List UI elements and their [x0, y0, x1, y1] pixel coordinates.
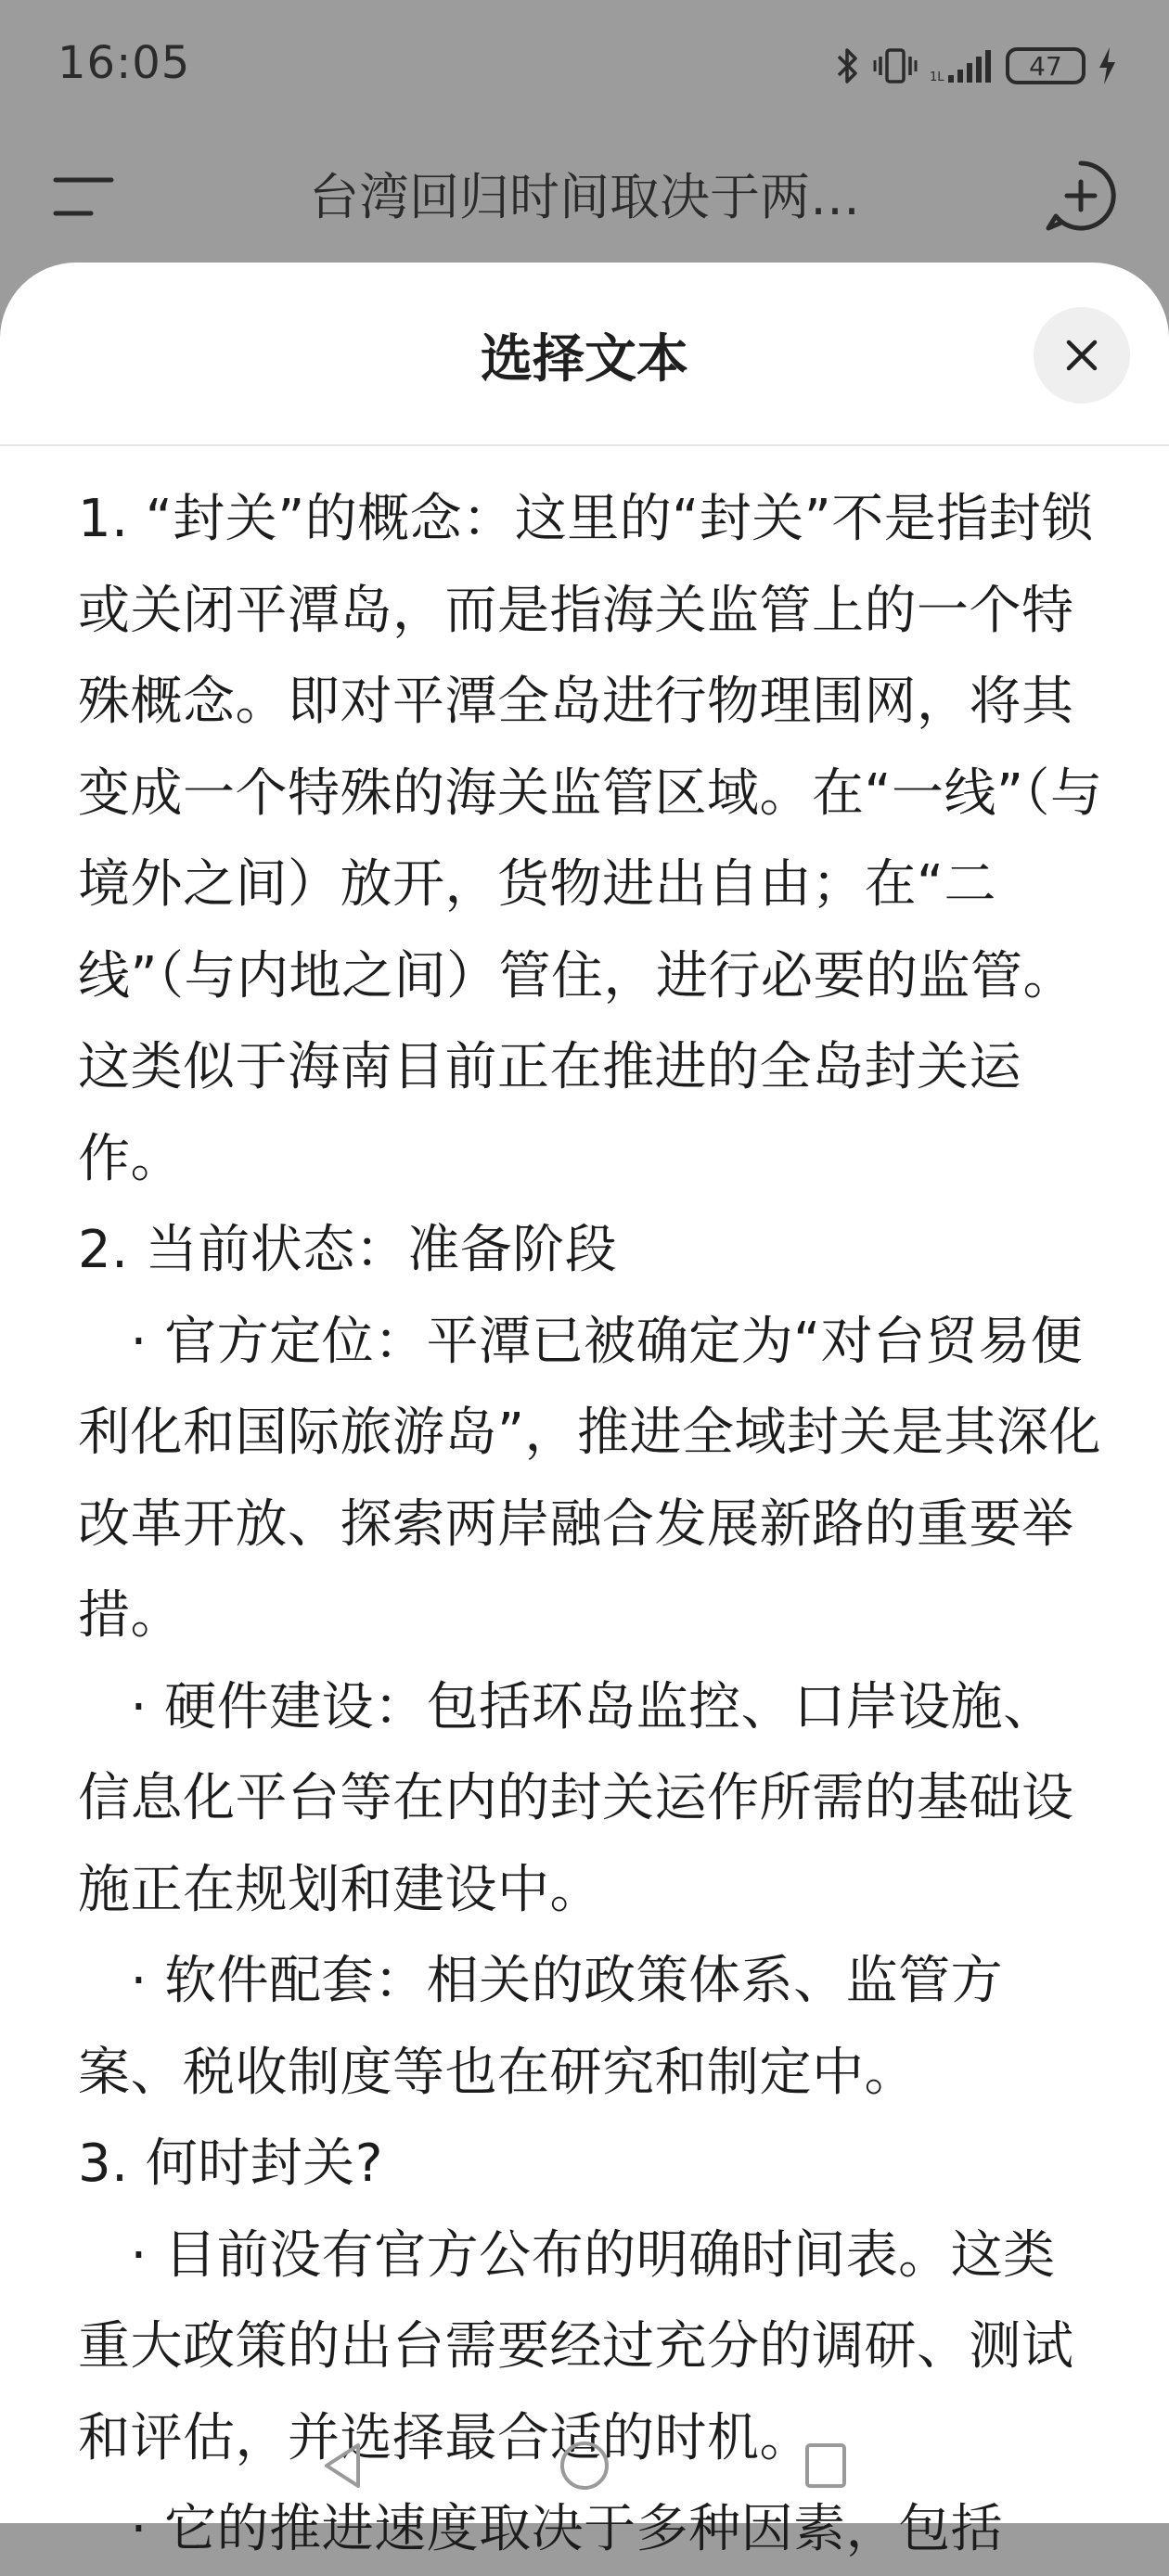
home-icon [557, 2438, 612, 2493]
back-icon [315, 2438, 371, 2493]
status-time: 16:05 [58, 37, 191, 89]
text-paragraph[interactable]: · 硬件建设：包括环岛监控、口岸设施、信息化平台等在内的封关运作所需的基础设施正在规划和建设中。 [78, 1676, 1074, 1920]
sheet-title: 选择文本 [481, 329, 688, 390]
text-paragraph[interactable]: · 它的推进速度取决于多种因素，包括 [78, 2499, 1004, 2559]
select-text-sheet [0, 263, 1169, 2559]
text-paragraph[interactable]: 2. 当前状态：准备阶段 [78, 1220, 618, 1280]
conversation-title[interactable]: 台湾回归时间取决于两… [309, 168, 860, 226]
text-paragraph[interactable]: 3. 何时封关? [78, 2134, 383, 2194]
text-paragraph[interactable]: 1. “封关”的概念：这里的“封关”不是指封锁或关闭平潭岛，而是指海关监管上的一个特殊概念。即对平潭全岛进行物理围网，将其变成一个特殊的海关监管区域。在“一线”（与境外之间）放开，货物进出自由；在“二线”（与内地之间）管住，进行必要的监管。这类似于海南目前正在推进的全岛封关运作。 [78, 489, 1103, 1189]
recents-button[interactable] [798, 2438, 854, 2493]
text-paragraph[interactable]: · 软件配套：相关的政策体系、监管方案、税收制度等也在研究和制定中。 [78, 1951, 1004, 2103]
close-icon [1063, 337, 1100, 374]
menu-icon [52, 171, 117, 223]
battery-icon [1006, 47, 1086, 84]
divider [0, 444, 1169, 446]
status-icons [833, 41, 1117, 91]
vibrate-icon [872, 45, 918, 86]
home-button[interactable] [557, 2438, 612, 2493]
back-button[interactable] [315, 2438, 371, 2493]
new-chat-button[interactable] [1043, 158, 1119, 234]
selectable-text[interactable] [78, 474, 1108, 2576]
battery-level: 47 [1029, 50, 1062, 82]
plus-circle-icon [1043, 158, 1119, 234]
text-paragraph[interactable]: · 目前没有官方公布的明确时间表。这类重大政策的出台需要经过充分的调研、测试和评估，并选择最合适的时机。 [78, 2224, 1074, 2468]
signal-icon [930, 45, 995, 86]
app-header [0, 130, 1169, 260]
close-button[interactable] [1034, 307, 1130, 404]
menu-button[interactable] [52, 171, 117, 223]
charging-icon [1097, 45, 1117, 86]
recents-icon [798, 2438, 854, 2493]
svg-text:1L: 1L [930, 70, 944, 84]
status-bar [0, 0, 1169, 130]
bluetooth-icon [833, 45, 861, 86]
text-paragraph[interactable]: · 官方定位：平潭已被确定为“对台贸易便利化和国际旅游岛”，推进全域封关是其深化改革开放、探索两岸融合发展新路的重要举措。 [78, 1311, 1102, 1646]
